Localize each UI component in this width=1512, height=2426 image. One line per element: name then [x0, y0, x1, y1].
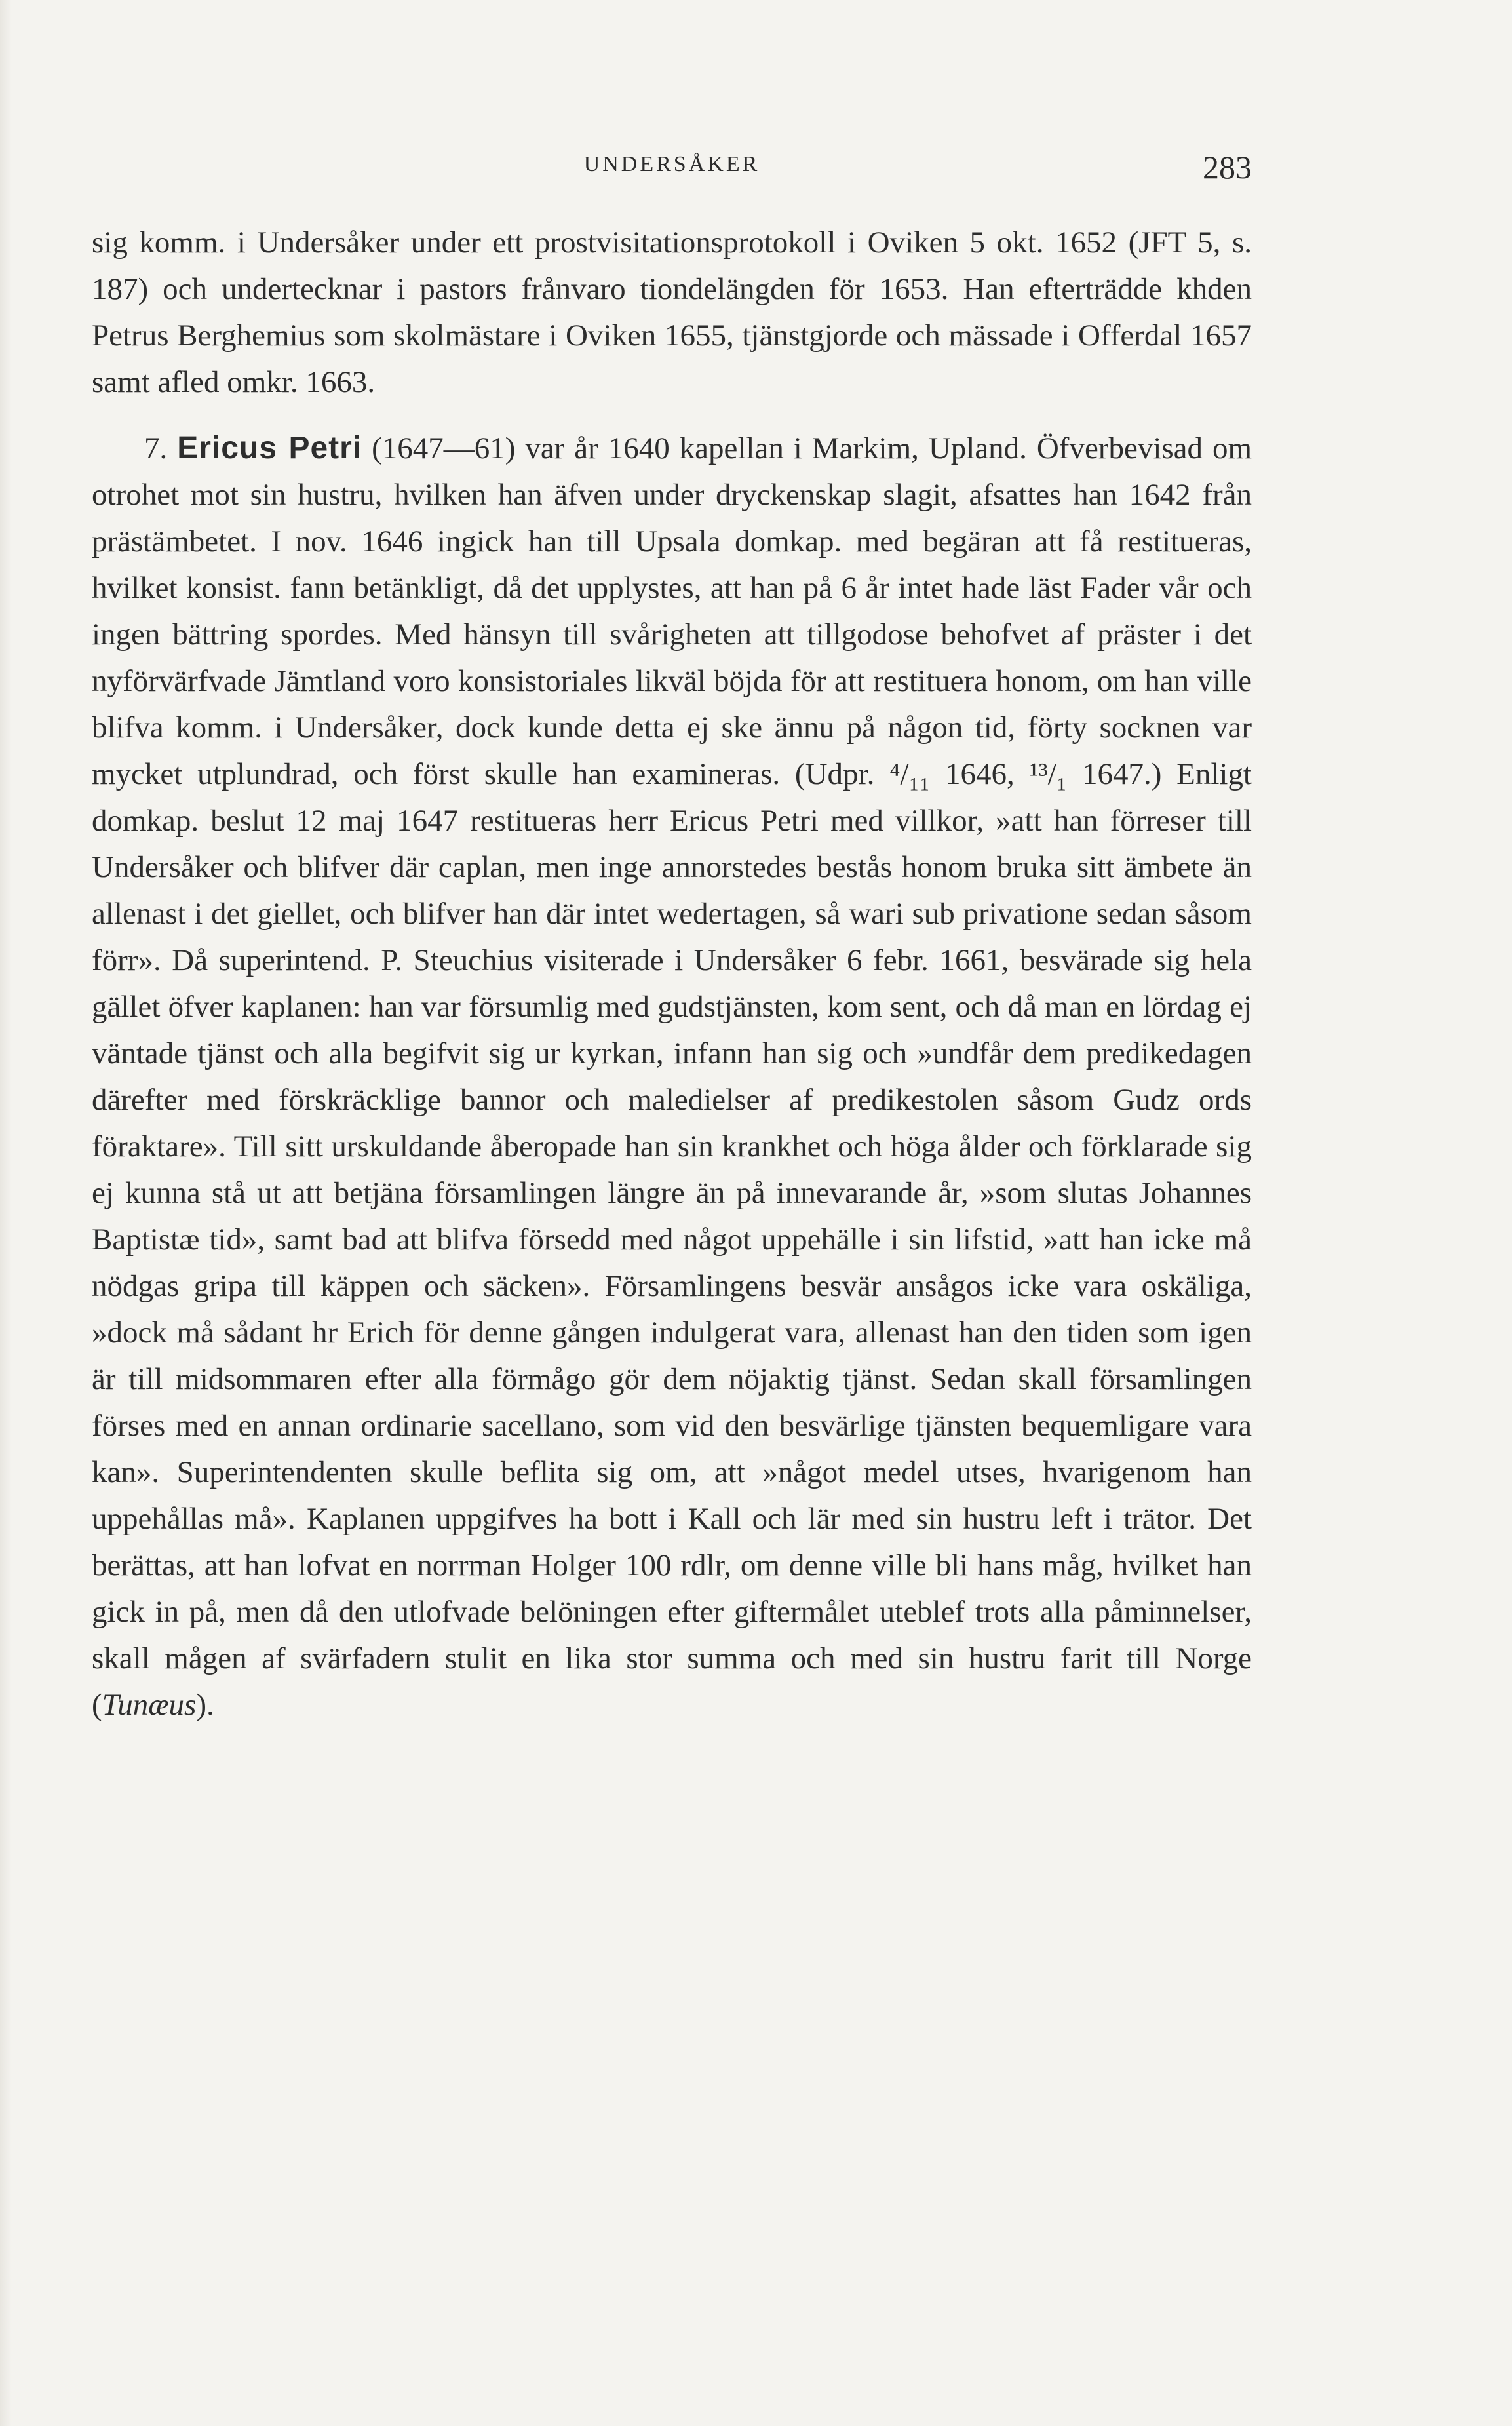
paragraph-continuation: sig komm. i Undersåker under ett prostvisitationsprotokoll i Oviken 5 okt. 1652 (JFT 5, s. 187) och undertecknar i pastors frånvaro tiondelängden för 1653. Han efterträdde khden Petrus Berghemius som skolmästare i Oviken 1655, tjänstgjorde och mässade i Offerdal 1657 samt afled omkr. 1663.: [92, 225, 1252, 399]
entry-closing: ).: [196, 1688, 214, 1722]
page-number: 283: [1203, 149, 1252, 186]
entry-text: (1647—61) var år 1640 kapellan i Markim, Upland. Öfverbevisad om otrohet mot sin hustru, hvilken han äfven under dryckenskap slagit, afsattes han 1642 från prästämbetet. I nov. 1646 ingick han till Upsala domkap. med begäran att få restitueras, hvilket konsist. fann betänkligt, då det upplystes, att han på 6 år intet hade läst Fader vår och ingen bättring spordes. Med hänsyn till svårigheten att tillgodose behofvet af präster i det nyförvärfvade Jämtland voro konsistoriales likväl böjda för att restituera honom, om han ville blifva komm. i Undersåker, dock kunde detta ej ske ännu på någon tid, förty socknen var mycket utplundrad, och först skulle han examineras. (Udpr. ⁴/₁₁ 1646, ¹³/₁ 1647.) Enligt domkap. beslut 12 maj 1647 restitueras herr Ericus Petri med villkor, »att han förreser till Undersåker och blifver där caplan, men inge annorstedes bestås honom bruka sitt ämbete än allenast i det giellet, och blifver han där intet wedertagen, så wari sub privatione sedan såsom förr». Då superintend. P. Steuchius visiterade i Undersåker 6 febr. 1661, besvärade sig hela gället öfver kaplanen: han var försumlig med gudstjänsten, kom sent, och då man en lördag ej väntade tjänst och alla begifvit sig ur kyrkan, infann han sig och »undfår dem predikedagen därefter med förskräcklige bannor och maledielser af predikestolen såsom Gudz ords föraktare». Till sitt urskuldande åberopade han sin krankhet och höga ålder och förklarade sig ej kunna stå ut att betjäna församlingen längre än på innevarande år, »som slutas Johannes Baptistæ tid», samt bad att blifva försedd med något uppehälle i sin lifstid, »att han icke må nödgas gripa till käppen och säcken». Församlingens besvär ansågos icke vara oskäliga, »dock må sådant hr Erich för denne gången indulgerat vara, allenast han den tiden som igen är till midsommaren efter alla förmågo gör dem nöjaktig tjänst. Sedan skall församlingen förses med en annan ordinarie sacellano, som vid den besvärlige tjänsten bequemligare vara kan». Superintendenten skulle beflita sig om, att »något medel utses, hvarigenom han uppehållas må». Kaplanen uppgifves ha bott i Kall och lär med sin hustru left i trätor. Det berättas, att han lofvat en norrman Holger 100 rdlr, om denne ville bli hans måg, hvilket han gick in på, men då den utlofvade belöningen efter giftermålet uteblef trots alla påminnelser, skall mågen af svärfadern stulit en lika stor summa och med sin hustru farit till Norge (: [92, 431, 1252, 1722]
running-header: [92, 148, 1252, 187]
paragraph-entry-7: [92, 425, 1252, 1729]
page-edge: [0, 0, 12, 2426]
body-text: [92, 220, 1252, 1729]
source-reference: Tunæus: [102, 1688, 197, 1722]
entry-name: Ericus Petri: [177, 431, 362, 465]
entry-number: 7.: [144, 431, 168, 465]
running-title: UNDERSÅKER: [583, 152, 760, 176]
